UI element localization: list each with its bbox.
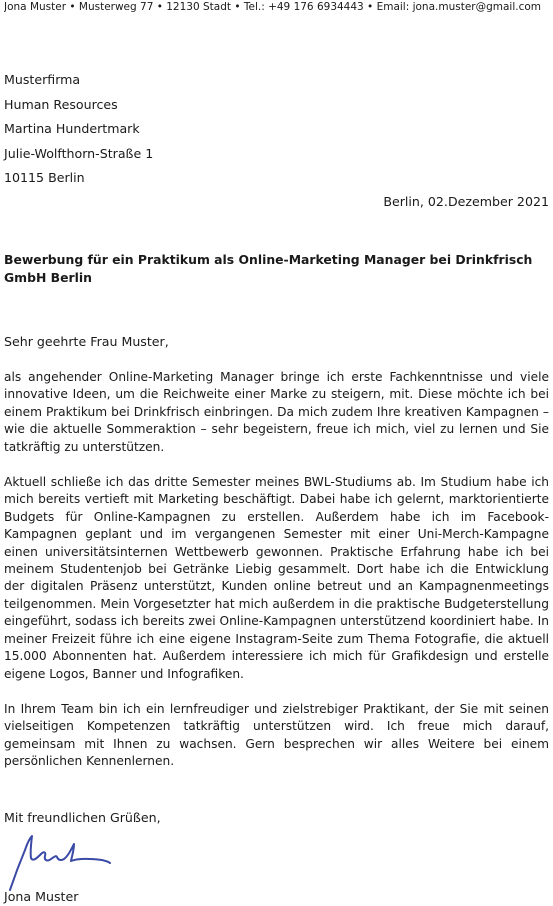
closing-phrase: Mit freundlichen Grüßen,: [4, 810, 161, 825]
recipient-company: Musterfirma: [4, 72, 81, 87]
recipient-street: Julie-Wolfthorn-Straße 1: [4, 145, 154, 161]
body-paragraph-experience: Aktuell schließe ich das dritte Semester meines BWL-Studiums ab. Im Studium habe ich mich bereits vertieft mit Marketing beschäftigt. Dabei habe ich gelernt, marktorientierte Budgets für Online-Kampagnen zu erstellen. Außerdem habe ich im Facebook-Kampagnen geplant und im vergangenen Semester mit einer Uni-Merch-Kampagne einen universitätsinternen Wettbewerb gewonnen. Praktische Erfahrung habe ich bei meinem Studentenjob bei Getränke Liebig gesammelt. Dort habe ich die Entwicklung der digitalen Präsenz unterstützt, Kunden online betreut und an Kampagnenmeetings teilgenommen. Mein Vorgesetzter hat mich außerdem in die praktische Budgeterstellung eingeführt, sodass ich bereits zwei Online-Kampagnen unterstützend koordiniert habe. In meiner Freizeit führe ich eine eigene Instagram-Seite zum Thema Fotografie, die aktuell 15.000 Abonnenten hat. Außerdem interessiere ich mich für Grafikdesign und erstelle eigene Logos, Banner und Infografiken.: [4, 475, 549, 681]
body-paragraph-conclusion: In Ihrem Team bin ich ein lernfreudiger und zielstrebiger Praktikant, der Sie mit seinen vielseitigen Kompetenzen tatkräftig unterstützen wird. Ich freue mich darauf, gemeinsam mit Ihnen zu wachsen. Gern besprechen wir alles Weitere bei einem persönlichen Kennenlernen.: [4, 701, 549, 769]
recipient-address-block: [4, 68, 153, 191]
letter-date: Berlin, 02.Dezember 2021: [383, 194, 549, 209]
signature-name: Jona Muster: [4, 889, 79, 904]
letter-body: [4, 369, 549, 789]
body-paragraph-intro: als angehender Online-Marketing Manager bringe ich erste Fachkenntnisse und viele innovative Ideen, um die Reichweite einer Marke zu steigern, mit. Diese möchte ich bei einem Praktikum bei Drinkfrisch einbringen. Da mich zudem Ihre kreativen Kampagnen – wie die aktuelle Sommeraktion – sehr begeistern, freue ich mich, viel zu lernen und Sie tatkräftig zu unterstützen.: [4, 370, 549, 454]
letter-subject: Bewerbung für ein Praktikum als Online-Marketing Manager bei Drinkfrisch GmbH Berlin: [4, 252, 533, 285]
recipient-city: 10115 Berlin: [4, 170, 85, 186]
sender-address-line: Jona Muster • Musterweg 77 • 12130 Stadt • Tel.: +49 176 6934443 • Email: jona.muster@gmail.com: [4, 1, 542, 13]
handwritten-signature: [4, 826, 116, 894]
recipient-department: Human Resources: [4, 96, 118, 112]
salutation: Sehr geehrte Frau Muster,: [4, 334, 169, 349]
recipient-contact: Martina Hundertmark: [4, 121, 140, 137]
